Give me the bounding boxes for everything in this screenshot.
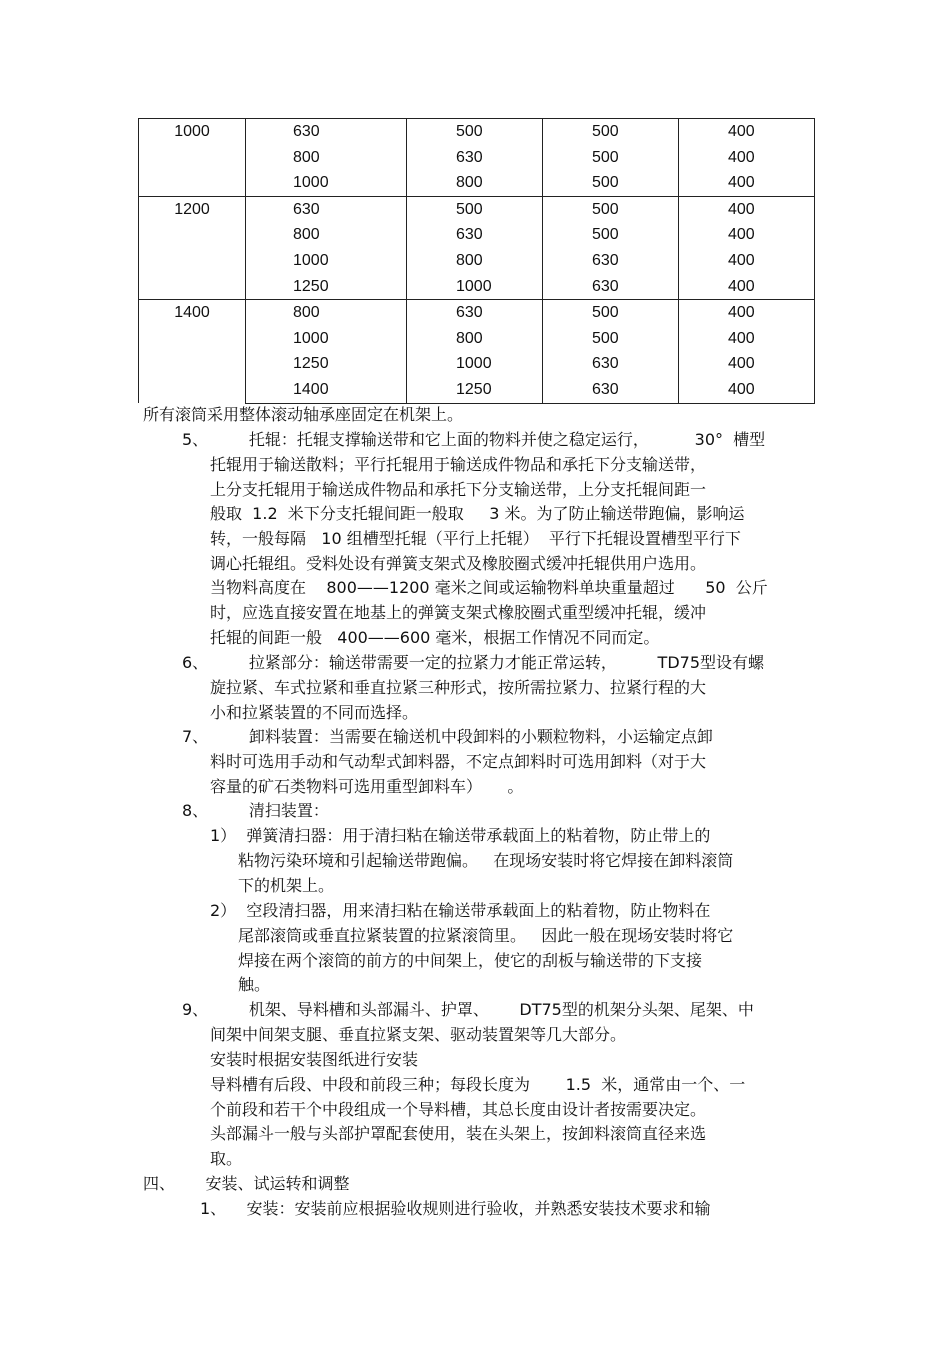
text-line: 导料槽有后段、中段和前段三种；每段长度为 1.5 米，通常由一个、一 bbox=[210, 1075, 746, 1094]
table-row bbox=[139, 196, 815, 222]
text-line: 安装时根据安装图纸进行安装 bbox=[210, 1050, 419, 1069]
table-cell: 1000 bbox=[246, 326, 407, 352]
section-4-heading: 四、 安装、试运转和调整 bbox=[143, 1174, 350, 1193]
belt-width-cell: 1200 bbox=[139, 196, 246, 299]
table-cell: 800 bbox=[407, 326, 543, 352]
table-cell: 500 bbox=[543, 145, 679, 171]
text-line: 托辊的间距一般 400——600 毫米，根据工作情况不同而定。 bbox=[210, 628, 660, 647]
item-7-heading: 7、 卸料装置：当需要在输送机中段卸料的小颗粒物料，小运输定点卸 bbox=[182, 727, 713, 746]
table-cell: 400 bbox=[679, 170, 815, 196]
table-cell: 630 bbox=[246, 119, 407, 145]
table-cell: 500 bbox=[407, 119, 543, 145]
text-line: 容量的矿石类物料可选用重型卸料车） 。 bbox=[210, 777, 524, 796]
table-cell: 500 bbox=[543, 119, 679, 145]
table-cell: 500 bbox=[407, 196, 543, 222]
text-line: 托辊用于输送散料；平行托辊用于输送成件物品和承托下分支输送带， bbox=[210, 455, 707, 474]
text-line: 上分支托辊用于输送成件物品和承托下分支输送带，上分支托辊间距一 bbox=[210, 480, 707, 499]
text-line: 当物料高度在 800——1200 毫米之间或运输物料单块重量超过 50 公斤 bbox=[210, 578, 768, 597]
table-cell: 1000 bbox=[246, 170, 407, 196]
text-line: 触。 bbox=[238, 975, 271, 994]
table-cell: 630 bbox=[407, 300, 543, 326]
table-cell: 500 bbox=[543, 196, 679, 222]
text-line: 粘物污染环境和引起输送带跑偏。 在现场安装时将它焊接在卸料滚筒 bbox=[238, 851, 734, 870]
text-line: 料时可选用手动和气动犁式卸料器，不定点卸料时可选用卸料（对于大 bbox=[210, 752, 707, 771]
belt-width-cell: 1000 bbox=[139, 119, 246, 197]
belt-width-cell: 1400 bbox=[139, 300, 246, 403]
text-line: 下的机架上。 bbox=[238, 876, 335, 895]
text-line: 焊接在两个滚筒的前方的中间架上，使它的刮板与输送带的下支接 bbox=[238, 951, 703, 970]
table-cell: 400 bbox=[679, 119, 815, 145]
table-cell: 630 bbox=[407, 145, 543, 171]
table-cell: 630 bbox=[543, 274, 679, 300]
table-cell: 400 bbox=[679, 377, 815, 403]
table-cell: 630 bbox=[246, 196, 407, 222]
table-cell: 1250 bbox=[246, 274, 407, 300]
text-line: 所有滚筒采用整体滚动轴承座固定在机架上。 bbox=[143, 405, 464, 424]
text-line: 般取 1.2 米下分支托辊间距一般取 3 米。为了防止输送带跑偏，影响运 bbox=[210, 504, 745, 523]
text-line: 调心托辊组。受料处设有弹簧支架式及橡胶圈式缓冲托辊供用户选用。 bbox=[210, 554, 707, 573]
table-cell: 500 bbox=[543, 170, 679, 196]
table-cell: 500 bbox=[543, 222, 679, 248]
text-line: 旋拉紧、车式拉紧和垂直拉紧三种形式，按所需拉紧力、拉紧行程的大 bbox=[210, 678, 707, 697]
table-cell: 630 bbox=[543, 351, 679, 377]
table-cell: 400 bbox=[679, 326, 815, 352]
table-cell: 1000 bbox=[407, 351, 543, 377]
table-cell: 500 bbox=[543, 326, 679, 352]
text-line: 时，应选直接安置在地基上的弹簧支架式橡胶圈式重型缓冲托辊，缓冲 bbox=[210, 603, 707, 622]
text-line: 小和拉紧装置的不同而选择。 bbox=[210, 703, 419, 722]
sub-item-2: 2） 空段清扫器，用来清扫粘在输送带承载面上的粘着物，防止物料在 bbox=[210, 901, 711, 920]
text-line: 间架中间架支腿、垂直拉紧支架、驱动装置架等几大部分。 bbox=[210, 1025, 627, 1044]
text-line: 取。 bbox=[210, 1149, 243, 1168]
table-cell: 630 bbox=[407, 222, 543, 248]
text-line: 尾部滚筒或垂直拉紧装置的拉紧滚筒里。 因此一般在现场安装时将它 bbox=[238, 926, 734, 945]
table-cell: 1250 bbox=[246, 351, 407, 377]
table-cell: 630 bbox=[543, 377, 679, 403]
item-6-heading: 6、 拉紧部分：输送带需要一定的拉紧力才能正常运转， TD75型设有螺 bbox=[182, 653, 765, 672]
item-5-heading: 5、 托辊：托辊支撑输送带和它上面的物料并使之稳定运行， 30° 槽型 bbox=[182, 430, 766, 449]
table-cell: 1250 bbox=[407, 377, 543, 403]
table-cell: 400 bbox=[679, 300, 815, 326]
table-cell: 800 bbox=[407, 170, 543, 196]
table-cell: 400 bbox=[679, 351, 815, 377]
table-cell: 800 bbox=[246, 300, 407, 326]
table-cell: 800 bbox=[246, 222, 407, 248]
table-row bbox=[139, 300, 815, 326]
table-cell: 1000 bbox=[407, 274, 543, 300]
pulley-spec-table bbox=[138, 118, 815, 404]
table-cell: 400 bbox=[679, 274, 815, 300]
table-cell: 800 bbox=[246, 145, 407, 171]
sub-item-install: 1、 安装：安装前应根据验收规则进行验收，并熟悉安装技术要求和输 bbox=[200, 1199, 711, 1218]
table-cell: 1000 bbox=[246, 248, 407, 274]
table-cell: 630 bbox=[543, 248, 679, 274]
table-cell: 400 bbox=[679, 222, 815, 248]
text-line: 转，一般每隔 10 组槽型托辊（平行上托辊） 平行下托辊设置槽型平行下 bbox=[210, 529, 741, 548]
table-cell: 500 bbox=[543, 300, 679, 326]
sub-item-1: 1） 弹簧清扫器：用于清扫粘在输送带承载面上的粘着物，防止带上的 bbox=[210, 826, 711, 845]
item-8-heading: 8、 清扫装置： bbox=[182, 801, 329, 820]
item-9-heading: 9、 机架、导料槽和头部漏斗、护罩、 DT75型的机架分头架、尾架、中 bbox=[182, 1000, 754, 1019]
table-cell: 400 bbox=[679, 196, 815, 222]
table-cell: 400 bbox=[679, 145, 815, 171]
table-cell: 800 bbox=[407, 248, 543, 274]
table-row bbox=[139, 119, 815, 145]
text-line: 头部漏斗一般与头部护罩配套使用，装在头架上，按卸料滚筒直径来选 bbox=[210, 1124, 707, 1143]
table-cell: 1400 bbox=[246, 377, 407, 403]
table-cell: 400 bbox=[679, 248, 815, 274]
text-line: 个前段和若干个中段组成一个导料槽，其总长度由设计者按需要决定。 bbox=[210, 1100, 707, 1119]
